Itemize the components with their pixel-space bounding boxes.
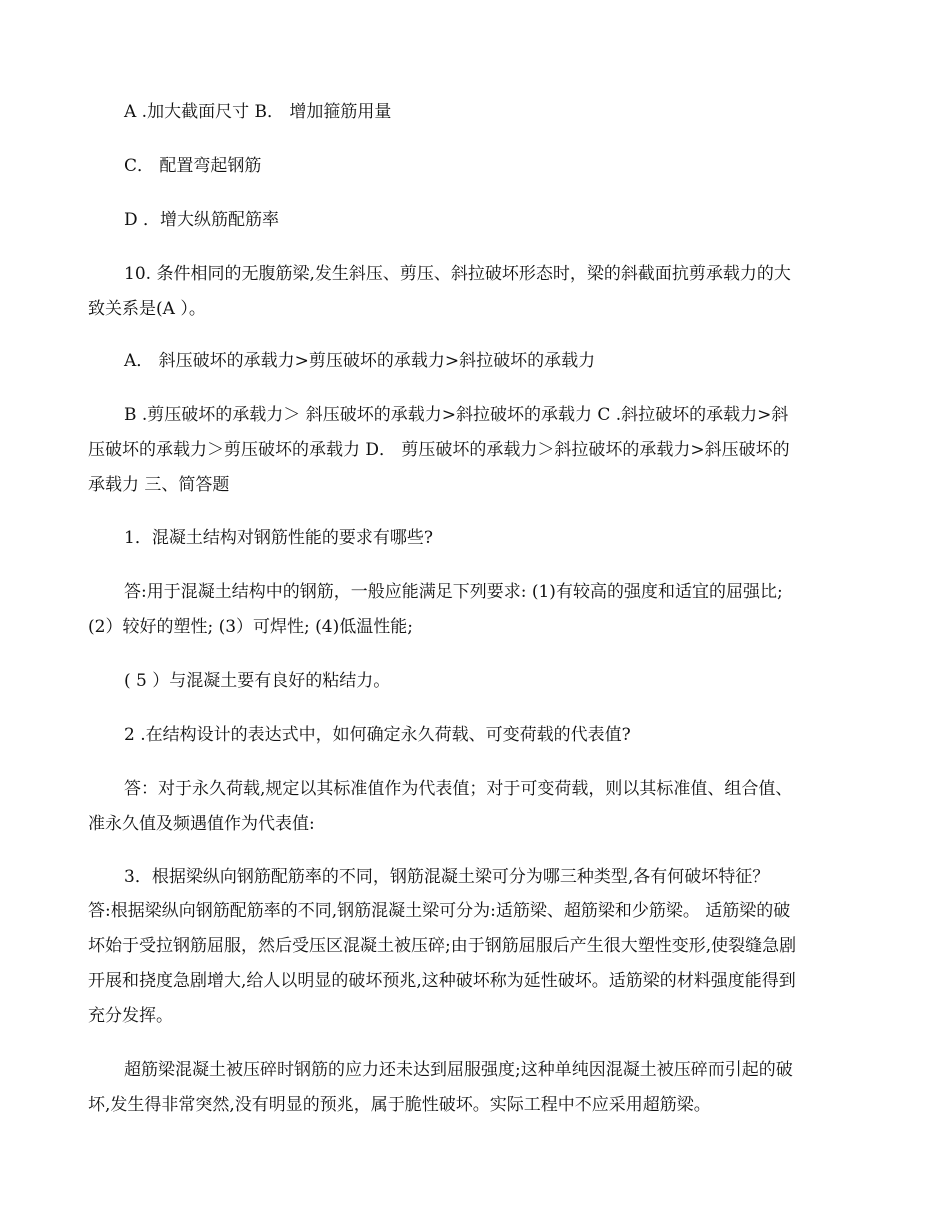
question-10-line-1: 10. 条件相同的无腹筋梁,发生斜压、剪压、斜拉破坏形态时，梁的斜截面抗剪承载力的大 (124, 264, 791, 284)
short-question-3: 3．根据梁纵向钢筋配筋率的不同，钢筋混凝土梁可分为哪三种类型,各有何破坏特征？ (124, 867, 770, 887)
question-10-line-2: 致关系是(A ）。 (88, 299, 206, 319)
option-d-line: D ．增大纵筋配筋率 (124, 210, 280, 230)
answer-1-line-3: ( 5 ）与混凝土要有良好的粘结力。 (124, 671, 391, 691)
answer-3-line-3: 开展和挠度急剧增大,给人以明显的破坏预兆,这种破坏称为延性破坏。适筋梁的材料强度能得到 (88, 971, 796, 991)
question-10-options-line-2: 压破坏的承载力＞剪压破坏的承载力 D． 剪压破坏的承载力＞斜拉破坏的承载力>斜压破坏的 (88, 440, 790, 460)
question-10-options-line-1: B .剪压破坏的承载力＞ 斜压破坏的承载力>斜拉破坏的承载力 C .斜拉破坏的承载力>斜 (124, 405, 789, 425)
answer-3-line-1: 答:根据梁纵向钢筋配筋率的不同,钢筋混凝土梁可分为:适筋梁、超筋梁和少筋梁。 适筋梁的破 (88, 901, 791, 921)
option-a-line: A .加大截面尺寸 B． 增加箍筋用量 (124, 102, 392, 122)
answer-3-line-2: 坏始于受拉钢筋屈服，然后受压区混凝土被压碎;由于钢筋屈服后产生很大塑性变形,使裂缝急剧 (88, 936, 797, 956)
answer-2-line-2: 准永久值及频遇值作为代表值: (88, 814, 315, 834)
answer-1-line-2: (2）较好的塑性; (3）可焊性; (4)低温性能; (88, 617, 413, 637)
section-heading-line: 承载力 三、简答题 (88, 475, 230, 495)
short-question-2: 2 .在结构设计的表达式中，如何确定永久荷载、可变荷载的代表值? (124, 725, 631, 745)
answer-3-line-4: 充分发挥。 (88, 1006, 173, 1026)
answer-2-line-1: 答：对于永久荷载,规定以其标准值作为代表值；对于可变荷载，则以其标准值、组合值、 (124, 779, 793, 799)
answer-1-line-1: 答:用于混凝土结构中的钢筋，一般应能满足下列要求: (1)有较高的强度和适宜的屈强比; (124, 582, 783, 602)
short-question-1: 1．混凝土结构对钢筋性能的要求有哪些? (124, 528, 433, 548)
answer-3-line-5: 超筋梁混凝土被压碎时钢筋的应力还未达到屈服强度;这种单纯因混凝土被压碎而引起的破 (124, 1060, 793, 1080)
question-10-option-a: A． 斜压破坏的承载力>剪压破坏的承载力>斜拉破坏的承载力 (124, 351, 596, 371)
option-c-line: C． 配置弯起钢筋 (124, 156, 262, 176)
answer-3-line-6: 坏,发生得非常突然,没有明显的预兆，属于脆性破坏。实际工程中不应采用超筋梁。 (88, 1095, 711, 1115)
